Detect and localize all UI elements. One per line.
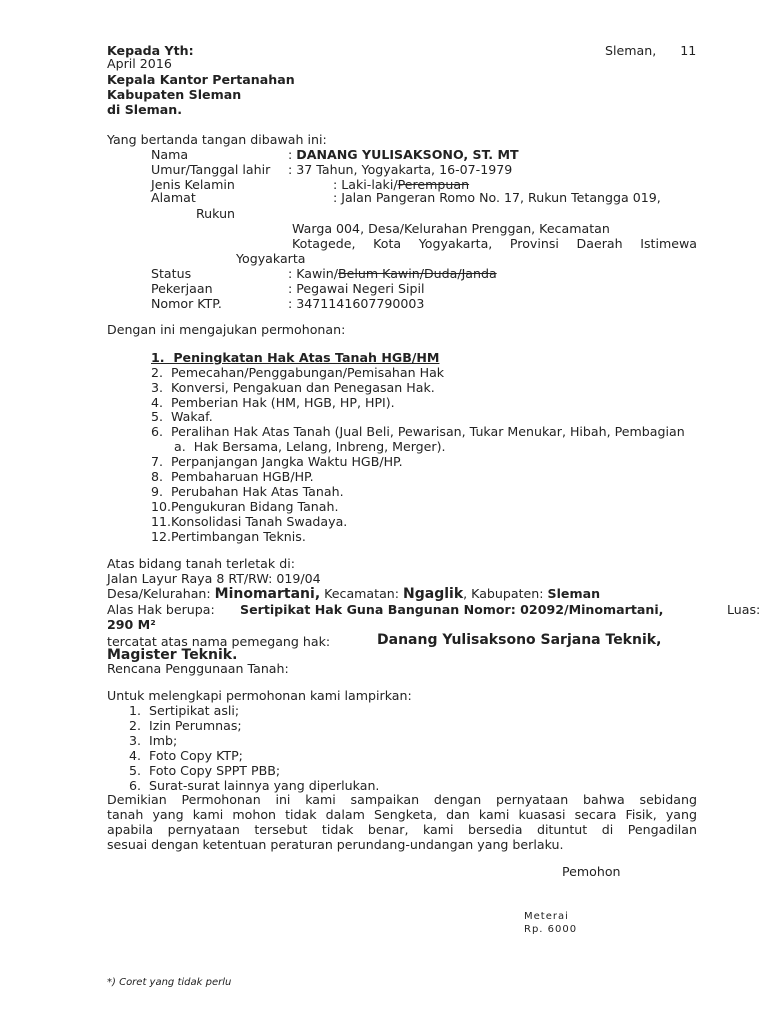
closing-line: apabila pernyataan tersebut tidak benar, kami bersedia dituntut di Pengadilan [107, 822, 697, 837]
alamat-line-5: Yogyakarta [236, 251, 306, 266]
tercatat-label: tercatat atas nama pemegang hak: [107, 634, 331, 649]
meterai-amount: Rp. 6000 [524, 924, 578, 935]
land-intro: Atas bidang tanah terletak di: [107, 556, 295, 571]
pekerjaan-value: : Pegawai Negeri Sipil [288, 281, 425, 296]
request-item: 8. Pembaharuan HGB/HP. [151, 469, 314, 484]
addressee-line-1: Kepala Kantor Pertanahan [107, 72, 295, 87]
request-item: a. Hak Bersama, Lelang, Inbreng, Merger). [174, 439, 446, 454]
request-intro: Dengan ini mengajukan permohonan: [107, 322, 346, 337]
addressee-line-3: di Sleman. [107, 102, 183, 117]
land-street: Jalan Layur Raya 8 RT/RW: 019/04 [107, 571, 321, 586]
kecamatan-value: Ngaglik [403, 586, 464, 602]
luas-label: Luas: [727, 602, 761, 617]
desa-label: Desa/Kelurahan: [107, 586, 215, 601]
footnote: *) Coret yang tidak perlu [107, 977, 232, 988]
request-item: 11.Konsolidasi Tanah Swadaya. [151, 514, 348, 529]
status-label: Status [151, 266, 192, 281]
jenis-kelamin-value: : Laki-laki/ [333, 177, 398, 192]
nama-value: DANANG YULISAKSONO, ST. MT [296, 147, 519, 162]
request-item: 7. Perpanjangan Jangka Waktu HGB/HP. [151, 454, 403, 469]
alamat-line-4: Kotagede, Kota Yogyakarta, Provinsi Daerah Istimewa [292, 236, 697, 251]
umur-label: Umur/Tanggal lahir [151, 162, 271, 177]
attachment-item: 2. Izin Perumnas; [129, 718, 242, 733]
request-item: 9. Perubahan Hak Atas Tanah. [151, 484, 344, 499]
attachment-item: 1. Sertipikat asli; [129, 703, 240, 718]
rencana-penggunaan: Rencana Penggunaan Tanah: [107, 661, 289, 676]
request-item: 5. Wakaf. [151, 409, 213, 424]
request-item: 4. Pemberian Hak (HM, HGB, HP, HPI). [151, 395, 395, 410]
attachment-item: 3. Imb; [129, 733, 178, 748]
kecamatan-label: Kecamatan: [320, 586, 404, 601]
attachment-item: 4. Foto Copy KTP; [129, 748, 243, 763]
addressee-line-2: Kabupaten Sleman [107, 87, 242, 102]
attachment-item: 5. Foto Copy SPPT PBB; [129, 763, 281, 778]
salutation: Kepada Yth: [107, 43, 194, 58]
desa-value: Minomartani, [214, 586, 321, 602]
kabupaten-label: , Kabupaten: [463, 586, 548, 601]
attachment-item: 6. Surat-surat lainnya yang diperlukan. [129, 778, 380, 793]
status-value: : Kawin/ [288, 266, 339, 281]
kabupaten-value: Sleman [547, 586, 601, 601]
alas-hak-label: Alas Hak berupa: [107, 602, 215, 617]
meterai-label: Meterai [524, 911, 569, 922]
alamat-line-1: : Jalan Pangeran Romo No. 17, Rukun Tetangga 019, [333, 190, 661, 205]
alamat-line-2: Rukun [196, 206, 236, 221]
request-item: 2. Pemecahan/Penggabungan/Pemisahan Hak [151, 365, 445, 380]
nama-sep: : [288, 147, 297, 162]
umur-value: : 37 Tahun, Yogyakarta, 16-07-1979 [288, 162, 513, 177]
request-item: 1. Peningkatan Hak Atas Tanah HGB/HM [151, 350, 440, 365]
attach-intro: Untuk melengkapi permohonan kami lampirkan: [107, 688, 412, 703]
luas-value: 290 M² [107, 617, 156, 632]
request-item: 12.Pertimbangan Teknis. [151, 529, 306, 544]
request-item: 3. Konversi, Pengakuan dan Penegasan Hak. [151, 380, 435, 395]
ktp-value: : 3471141607790003 [288, 296, 425, 311]
tercatat-value: Danang Yulisaksono Sarjana Teknik, [377, 632, 662, 648]
jenis-kelamin-struck: Perempuan [397, 177, 470, 192]
closing-line: Demikian Permohonan ini kami sampaikan dengan pernyataan bahwa sebidang [107, 792, 697, 807]
alamat-line-3: Warga 004, Desa/Kelurahan Prenggan, Kecamatan [292, 221, 610, 236]
place-date: Sleman, 11 [605, 43, 697, 58]
alas-hak-value: Sertipikat Hak Guna Bangunan Nomor: 02092/Minomartani, [240, 602, 664, 617]
pekerjaan-label: Pekerjaan [151, 281, 213, 296]
request-item: 10.Pengukuran Bidang Tanah. [151, 499, 339, 514]
pemohon-label: Pemohon [562, 864, 621, 879]
nama-label: Nama [151, 147, 189, 162]
ktp-label: Nomor KTP. [151, 296, 222, 311]
date-month-year: April 2016 [107, 56, 172, 71]
jenis-kelamin-label: Jenis Kelamin [151, 177, 235, 192]
status-struck: Belum Kawin/Duda/Janda [338, 266, 497, 281]
alamat-label: Alamat [151, 190, 196, 205]
closing-line: sesuai dengan ketentuan peraturan perundang-undangan yang berlaku. [107, 837, 564, 852]
intro-text: Yang bertanda tangan dibawah ini: [107, 132, 327, 147]
request-item: 6. Peralihan Hak Atas Tanah (Jual Beli, Pewarisan, Tukar Menukar, Hibah, Pembagian [151, 424, 685, 439]
closing-line: tanah yang kami mohon tidak dalam Sengketa, dan kami kuasasi secara Fisik, yang [107, 807, 697, 822]
tercatat-value-2: Magister Teknik. [107, 647, 238, 663]
